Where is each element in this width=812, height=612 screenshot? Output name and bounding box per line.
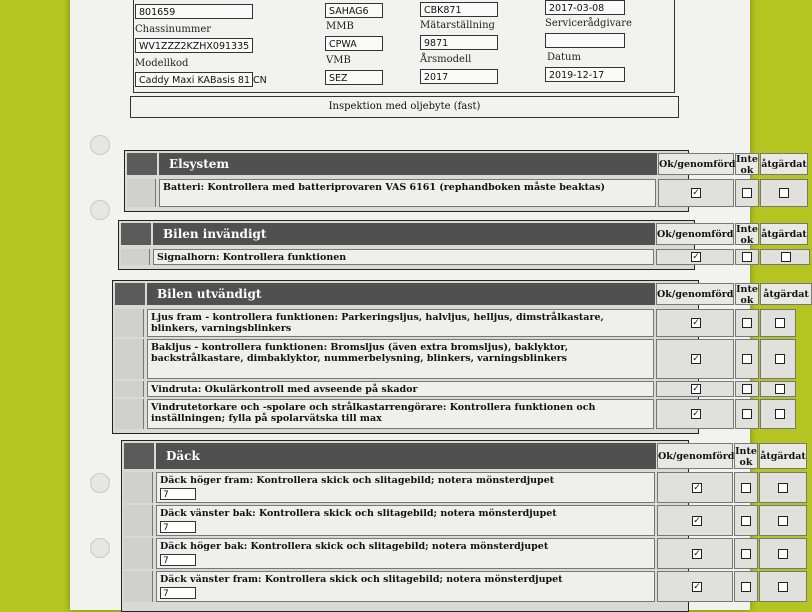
section-invandigt	[118, 220, 807, 270]
ok-cell	[656, 309, 734, 337]
ok-cell	[657, 571, 733, 602]
ok-checkbox[interactable]: ✓	[692, 318, 700, 328]
ok-cell	[656, 381, 734, 397]
tread-depth-field[interactable]: 7	[160, 587, 196, 599]
not-ok-cell	[735, 179, 759, 207]
col-fixed-header: åtgärdat	[760, 223, 808, 245]
section-title: Däck	[156, 443, 536, 469]
ok-checkbox[interactable]: ✓	[692, 384, 700, 394]
col-ok-header: Ok/genomförd	[656, 223, 734, 245]
ok-cell	[656, 399, 734, 429]
row-description: Däck vänster bak: Kontrollera skick och slitagebild; notera mönsterdjupet 7	[156, 505, 655, 536]
checklist-row	[124, 505, 701, 536]
row-description: Däck höger fram: Kontrollera skick och slitagebild; notera mönsterdjupet 7	[156, 472, 655, 503]
section-header	[113, 281, 809, 307]
col-fixed-header: åtgärdat	[760, 283, 812, 305]
fixed-checkbox[interactable]	[779, 188, 789, 198]
row-stub	[124, 472, 153, 503]
section-header	[122, 441, 806, 471]
row-description: Batteri: Kontrollera med batteriprovaren VAS 6161 (rephandboken måste beaktas)	[159, 179, 656, 207]
row-stub	[115, 339, 144, 379]
row-stub	[124, 505, 153, 536]
first-registration-field: 2017-03-08	[545, 0, 625, 15]
model-year-label: Årsmodell	[420, 54, 472, 65]
fixed-cell	[760, 339, 796, 379]
punch-hole	[90, 200, 110, 220]
ok-cell	[658, 179, 734, 207]
not-ok-cell	[734, 505, 758, 536]
service-advisor-field	[545, 33, 625, 48]
col-not-ok-header: Inte ok	[736, 284, 758, 306]
row-stub	[115, 399, 144, 429]
checklist-row	[121, 249, 700, 265]
fixed-checkbox[interactable]	[775, 354, 785, 364]
ok-cell	[657, 472, 733, 503]
chassis-label: Chassinummer	[135, 24, 212, 35]
fixed-checkbox[interactable]	[775, 384, 785, 394]
header-stub	[121, 223, 151, 245]
row-description: Vindrutetorkare och -spolare och strålkastarrengörare: Kontrollera funktionen och inställningen; fylla på spolarvätska till max	[147, 399, 654, 429]
model-year-field: 2017	[420, 69, 498, 84]
checklist-row	[115, 381, 700, 397]
not-ok-cell	[734, 538, 758, 569]
section-header	[119, 221, 807, 247]
not-ok-cell	[735, 339, 759, 379]
not-ok-cell	[735, 309, 759, 337]
fixed-checkbox[interactable]	[781, 252, 791, 262]
fixed-checkbox[interactable]	[775, 318, 785, 328]
sahag-field: SAHAG6	[325, 3, 383, 18]
checklist-row	[115, 399, 700, 429]
not-ok-checkbox[interactable]	[742, 318, 752, 328]
row-description: Vindruta: Okulärkontroll med avseende på skador	[147, 381, 654, 397]
order-number-field: 801659	[135, 4, 253, 19]
tread-depth-field[interactable]: 7	[160, 521, 196, 533]
checklist-row	[115, 309, 700, 337]
not-ok-checkbox[interactable]	[741, 483, 751, 493]
row-description: Bakljus - kontrollera funktionen: Bromsljus (även extra bromsljus), baklyktor, backstrålkastare, dimbaklyktor, nummerbelysning, blinkers, varningsblinkers	[147, 339, 654, 379]
model-code-label: Modellkod	[135, 58, 189, 69]
fixed-cell	[760, 179, 808, 207]
fixed-cell	[760, 309, 796, 337]
not-ok-checkbox[interactable]	[741, 549, 751, 559]
fixed-checkbox[interactable]	[778, 582, 788, 592]
punch-hole	[90, 538, 110, 558]
col-fixed-header: åtgärdat	[760, 153, 808, 175]
ok-checkbox[interactable]: ✓	[692, 354, 700, 364]
ok-cell	[656, 339, 734, 379]
punch-hole	[90, 135, 110, 155]
fixed-checkbox[interactable]	[775, 409, 785, 419]
col-ok-header: Ok/genomförd	[658, 153, 734, 175]
row-stub	[124, 538, 153, 569]
fixed-cell	[760, 249, 810, 265]
section-utvandigt	[112, 280, 809, 434]
mmb-label: MMB	[326, 21, 354, 32]
section-title-fill	[536, 443, 656, 469]
mmb-field: CPWA	[325, 36, 383, 51]
not-ok-checkbox[interactable]	[742, 354, 752, 364]
ok-cell	[657, 538, 733, 569]
tread-depth-field[interactable]: 7	[160, 488, 196, 500]
vmb-label: VMB	[326, 55, 351, 66]
ok-cell	[656, 249, 734, 265]
ok-checkbox[interactable]: ✓	[692, 188, 700, 198]
not-ok-checkbox[interactable]	[741, 582, 751, 592]
date-field: 2019-12-17	[545, 67, 625, 82]
fixed-cell	[759, 505, 807, 536]
ok-checkbox[interactable]: ✓	[693, 483, 701, 493]
chassis-field: WV1ZZZ2KZHX091335	[135, 38, 253, 53]
fixed-checkbox[interactable]	[778, 516, 788, 526]
not-ok-checkbox[interactable]	[741, 516, 751, 526]
tread-depth-field[interactable]: 7	[160, 554, 196, 566]
ok-checkbox[interactable]: ✓	[693, 549, 701, 559]
row-stub	[115, 381, 144, 397]
punch-hole	[90, 473, 110, 493]
ok-checkbox[interactable]: ✓	[693, 516, 701, 526]
fixed-cell	[759, 472, 807, 503]
row-description: Däck höger bak: Kontrollera skick och slitagebild; notera mönsterdjupet 7	[156, 538, 655, 569]
service-advisor-label: Servicerådgivare	[545, 18, 632, 29]
not-ok-checkbox[interactable]	[742, 409, 752, 419]
ok-checkbox[interactable]: ✓	[692, 252, 700, 262]
registration-field: CBK871	[420, 2, 498, 17]
checklist-row	[124, 571, 701, 602]
fixed-cell	[759, 571, 807, 602]
row-description: Signalhorn: Kontrollera funktionen	[153, 249, 654, 265]
section-title: Bilen utvändigt	[147, 283, 655, 305]
checklist-row	[115, 339, 700, 379]
not-ok-checkbox[interactable]	[742, 384, 752, 394]
row-description: Däck vänster fram: Kontrollera skick och slitagebild; notera mönsterdjupet 7	[156, 571, 655, 602]
col-ok-header: Ok/genomförd	[656, 283, 734, 305]
col-not-ok-header: Inte ok	[734, 443, 758, 469]
ok-checkbox[interactable]: ✓	[692, 409, 700, 419]
section-title: Bilen invändigt	[153, 223, 655, 245]
vmb-field: SEZ	[325, 70, 383, 85]
date-label: Datum	[547, 52, 581, 63]
odometer-field: 9871	[420, 35, 498, 50]
inspection-type-banner: Inspektion med oljebyte (fast)	[130, 96, 679, 118]
fixed-checkbox[interactable]	[778, 483, 788, 493]
col-fixed-header: åtgärdat	[759, 443, 807, 469]
ok-cell	[657, 505, 733, 536]
not-ok-cell	[735, 249, 759, 265]
header-stub	[127, 153, 157, 175]
row-stub	[124, 571, 153, 602]
section-dack	[121, 440, 806, 612]
header-stub	[124, 443, 154, 469]
fixed-cell	[760, 399, 796, 429]
fixed-checkbox[interactable]	[778, 549, 788, 559]
header-stub	[115, 283, 145, 305]
odometer-label: Mätarställning	[420, 20, 495, 31]
not-ok-cell	[735, 381, 759, 397]
section-title: Elsystem	[159, 153, 657, 175]
col-not-ok-header: Inte ok	[736, 154, 758, 176]
section-elsystem	[124, 150, 807, 212]
not-ok-checkbox[interactable]	[742, 188, 752, 198]
not-ok-cell	[734, 571, 758, 602]
row-description: Ljus fram - kontrollera funktionen: Parkeringsljus, halvljus, helljus, dimstrålkastare, blinkers, varningsblinkers	[147, 309, 654, 337]
row-stub	[127, 179, 156, 207]
not-ok-checkbox[interactable]	[742, 252, 752, 262]
ok-checkbox[interactable]: ✓	[693, 582, 701, 592]
checklist-row	[124, 472, 701, 503]
checklist-row	[124, 538, 701, 569]
model-code-field: Caddy Maxi KABasis 81 CN	[135, 72, 253, 87]
checklist-row	[127, 179, 700, 207]
col-ok-header: Ok/genomförd	[657, 443, 733, 469]
row-stub	[115, 309, 144, 337]
not-ok-cell	[734, 472, 758, 503]
row-stub	[121, 249, 150, 265]
col-not-ok-header: Inte ok	[736, 224, 758, 246]
fixed-cell	[759, 538, 807, 569]
section-header	[125, 151, 807, 177]
not-ok-cell	[735, 399, 759, 429]
fixed-cell	[760, 381, 796, 397]
